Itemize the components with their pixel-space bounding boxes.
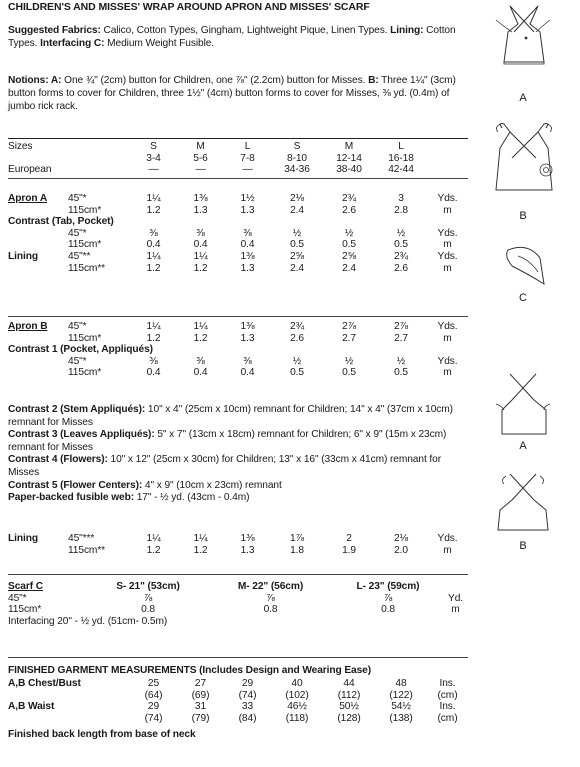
yardage-value: 2⅝ [290,250,304,262]
measurement-label [8,713,130,725]
measurement-value: 29 [241,678,254,689]
fabric-width: 45"* [68,321,87,332]
finished-title: FINISHED GARMENT MEASUREMENTS (Includes Design and Wearing Ease) [8,665,372,676]
yardage-value: 2.6 [394,262,408,274]
size-range-row [8,153,468,165]
scarf-interfacing-label: Interfacing [8,615,55,627]
contrast-label: Contrast 5 (Flower Centers): [8,479,143,491]
thumbnail-apron-b-back [488,470,568,560]
apron-a-back-icon [488,370,558,444]
yardage-row [8,193,468,205]
row-label: Lining [8,533,38,544]
row-label [8,545,68,557]
fabrics-section [8,24,468,50]
european-size: 42-44 [388,164,414,176]
yardage-value: ½ [396,355,406,367]
apron-b-section [8,316,468,379]
unit-label: (cm) [437,689,458,701]
yardage-row [8,367,468,379]
fabric-width: 45"* [68,355,87,367]
yardage-value: 1.2 [193,332,208,344]
scarf-value: 0.8 [381,604,395,616]
notions-text-a: One ¾" (2cm) button for Children, one ⅞" (2.2cm) button for Misses. [61,75,369,86]
yardage-value: 0.4 [240,367,255,379]
yardage-value: 1¼ [193,533,208,544]
apron-b-back-icon [488,470,558,536]
yardage-value: ½ [344,227,354,239]
yardage-value: 0.5 [342,367,356,379]
title-text: CHILDREN'S AND MISSES' WRAP AROUND APRON AND MISSES' SCARF [8,1,370,13]
yardage-value: 1⅜ [240,250,255,262]
yardage-row [8,333,468,345]
yardage-value: 1.3 [240,544,255,556]
yardage-value: 1⅜ [193,193,208,204]
yardage-value: 2.0 [394,544,408,556]
thumbnail-apron-a-back [488,370,568,460]
contrast-text: 5" x 7" (13cm x 18cm) remnant for Children; 6" x 9" (15m x 23cm) remnant for Misses [8,429,447,453]
unit-label: Ins. [439,678,456,689]
yardage-value: 2⅞ [394,321,408,332]
unit-label: (cm) [437,712,458,724]
section-label: Contrast (Tab, Pocket) [8,216,114,228]
measurement-value: (102) [285,689,309,701]
european-size: — [242,164,253,176]
yardage-value: 0.5 [290,367,304,379]
scarf-size-row [8,581,468,593]
unit-label: Yds. [437,355,458,367]
measurement-row [8,713,468,725]
size-range: 16-18 [388,152,414,164]
european-row [8,164,468,176]
measurement-label [8,690,130,702]
measurement-row [8,690,468,702]
size-range: 12-14 [336,152,362,164]
thumbnail-apron-a [488,2,568,102]
size-header-table [8,141,468,176]
unit-label: m [443,332,452,344]
fabrics-text: Calico, Cotton Types, Gingham, Lightweight Pique, Linen Types. [100,25,391,36]
yardage-value: ⅜ [149,355,158,367]
yardage-row [8,533,468,545]
fabric-width: 115cm* [68,239,102,251]
fabric-width: 115cm** [68,544,106,556]
measurement-value: 40 [291,678,303,689]
contrast-label: Paper-backed fusible web: [8,492,135,504]
thumb-label-b: B [519,210,527,222]
interfacing-text: Medium Weight Fusible. [104,38,215,49]
interfacing-label: Interfacing C: [40,38,105,49]
yardage-value: 2 [346,533,352,544]
yardage-row [8,545,468,557]
unit-label: m [443,367,452,379]
contrast-item [8,454,468,479]
row-label [8,263,68,275]
contrast-text: 10" x 12" (25cm x 30cm) for Children; 13" x 16" (33cm x 41cm) remnant for Misses [8,454,441,478]
thumb-label-a2: A [519,440,527,452]
contrast-label: Contrast 2 (Stem Appliqués): [8,404,146,415]
contrast-text: 10" x 4" (25cm x 10cm) remnant for Children; 14" x 4" (37cm x 10cm) remnant for Misses [8,404,453,428]
measurement-value: 27 [194,678,207,689]
measurement-label: A,B Chest/Bust [8,678,81,689]
scarf-section [8,574,468,627]
measurement-label: A,B Waist [8,701,55,713]
yardage-row [8,356,468,368]
measurement-value: (122) [389,689,413,701]
scarf-interfacing-text: 20" - ½ yd. (51cm- 0.5m) [54,615,168,627]
fabric-width: 45"* [68,227,87,239]
pattern-title [8,0,468,14]
contrast-item [8,429,468,454]
scarf-width: 115cm* [8,604,42,616]
yardage-value: ½ [292,355,302,367]
scarf-value: ⅞ [383,592,393,604]
yardage-value: 1.3 [240,262,255,274]
row-label [8,205,68,217]
row-label [8,356,68,368]
section-label-row [8,216,468,228]
fabrics-label: Suggested Fabrics: [8,25,101,36]
yardage-value: 1.3 [193,204,208,216]
yardage-value: ½ [344,355,354,367]
yardage-value: ⅜ [243,355,252,367]
section-label: Contrast 1 (Pocket, Appliqués) [8,344,153,356]
fabric-width: 115cm* [68,367,102,379]
size-letter: S [150,141,157,152]
contrast-item [8,404,468,429]
european-size: 38-40 [336,164,362,176]
yardage-value: 2¾ [394,250,408,262]
scarf-size: S- 21" (53cm) [116,581,180,592]
unit-label: Yds. [437,193,458,204]
notions-text-b: Three 1¼" (3cm) button forms to cover for Children, three 1½" (4cm) button forms to cover for Misses, ⅜ yd. (0.4m) of jumbo rick rack. [8,75,456,112]
yardage-value: 0.5 [394,367,408,379]
row-label [8,367,68,379]
unit-label: m [443,239,452,251]
unit-label: Yds. [437,250,458,262]
yardage-value: 1.2 [146,544,161,556]
yardage-value: 2.6 [290,332,304,344]
yardage-value: 2.8 [394,204,408,216]
yardage-row [8,239,468,251]
yardage-value: 1.9 [342,544,356,556]
yardage-row [8,228,468,240]
lining-text: Cotton Types. [8,25,456,49]
scarf-table [8,581,468,627]
yardage-value: 2⅝ [342,250,356,262]
scarf-value: ⅞ [143,592,153,604]
size-range: 7-8 [240,152,255,164]
yardage-value: 1¼ [146,193,161,204]
unit-label: Yds. [437,321,458,332]
yardage-value: ½ [396,227,406,239]
measurement-value: (118) [285,712,309,724]
yardage-value: 0.4 [146,239,161,251]
contrast-item [8,492,468,505]
contrast-item [8,480,468,493]
yardage-value: 1.2 [146,204,161,216]
contrast-text: 17" - ½ yd. (43cm - 0.4m) [134,492,250,504]
yardage-value: 0.4 [240,239,255,251]
european-size: — [195,164,206,176]
measurement-value: (138) [389,712,413,724]
row-label: Apron B [8,321,48,332]
yardage-value: 3 [398,193,404,204]
scarf-row [8,604,468,616]
scarf-interfacing-row [8,616,468,628]
yardage-value: 2⅛ [394,533,408,544]
yardage-value: 1.2 [193,544,208,556]
unit-label: m [443,262,452,274]
measurement-value: 48 [395,678,407,689]
yardage-value: 2.4 [342,262,356,274]
row-label: Apron A [8,193,48,204]
row-label: Lining [8,250,38,262]
finished-table [8,678,468,724]
scarf-width: 45"* [8,592,27,604]
thumb-label-b2: B [519,540,527,552]
size-letter-row [8,141,468,153]
yardage-value: 1¼ [146,533,161,544]
fabric-width: 45"** [68,250,91,262]
size-letter: L [398,141,404,152]
yardage-value: 1.3 [240,332,255,344]
measurement-value: 54½ [391,701,411,713]
measurement-value: (64) [144,689,163,701]
section-label-row [8,344,468,356]
yardage-value: 0.5 [342,239,356,251]
yardage-value: 1⅜ [240,321,255,332]
measurement-value: 50½ [339,701,359,713]
yardage-value: 2.7 [394,332,408,344]
yardage-value: 0.4 [193,367,208,379]
fabric-width: 45"* [68,193,87,204]
measurement-value: 29 [147,701,160,713]
lining-b-table [8,533,468,556]
yardage-value: ⅜ [196,227,205,239]
measurement-value: (79) [191,712,210,724]
measurement-value: 44 [343,678,355,689]
scarf-value: 0.8 [263,604,278,616]
yardage-value: 1¼ [146,250,161,262]
size-range: 8-10 [287,152,307,164]
notions-label: Notions: A: [8,75,62,86]
measurement-value: 33 [241,701,254,713]
yardage-value: 1.2 [146,262,161,274]
yardage-value: 1⅞ [290,533,304,544]
yardage-value: 1.2 [146,332,161,344]
yardage-value: 0.5 [290,239,304,251]
measurement-value: (84) [238,712,257,724]
apron-b-table [8,321,468,379]
unit-label: Ins. [439,701,456,713]
scarf-row [8,593,468,605]
yardage-row [8,251,468,263]
size-letter: M [344,141,354,152]
yardage-value: ⅜ [149,227,158,239]
european-size: — [148,164,159,176]
yardage-value: 2¾ [342,193,356,204]
lining-b-section [8,533,468,556]
yardage-value: 2⅛ [290,193,304,204]
scarf-size: M- 22" (56cm) [237,581,304,592]
unit-label: Yds. [437,533,458,544]
yardage-value: 1.2 [193,262,208,274]
yardage-value: 0.4 [193,239,208,251]
measurement-value: 46½ [287,701,307,713]
scarf-value: ⅞ [266,592,275,604]
measurement-value: (112) [337,689,361,701]
thumb-label-c: C [519,292,527,304]
yardage-value: 2.7 [342,332,356,344]
unit-label: m [443,204,452,216]
fabric-width: 45"*** [68,533,95,544]
european-label: European [8,164,52,176]
yardage-value: ⅜ [196,355,205,367]
sizes-label: Sizes [8,141,33,152]
yardage-value: ½ [292,227,302,239]
yardage-value: 2.6 [342,204,356,216]
unit-label: Yds. [437,227,458,239]
scarf-label: Scarf C [8,581,43,592]
scarf-size: L- 23" (59cm) [356,581,420,592]
size-letter: M [196,141,205,152]
back-length-text: Finished back length from base of neck [8,729,196,741]
scarf-value: 0.8 [141,604,155,616]
size-header [8,138,468,179]
finished-section [8,657,468,741]
yardage-value: 0.4 [146,367,161,379]
yardage-value: 1¼ [146,321,161,332]
size-letter: S [293,141,301,152]
yardage-value: 2⅞ [342,321,356,332]
measurement-value: (74) [238,689,257,701]
contrast-label: Contrast 4 (Flowers): [8,454,108,466]
apron-a-section [8,193,468,274]
measurement-value: 31 [194,701,207,713]
thumbnail-scarf-c [488,244,568,314]
notions-section [8,74,468,113]
yardage-row [8,205,468,217]
yardage-value: 1¼ [193,321,208,332]
european-size: 34-36 [284,164,310,176]
thumbnail-apron-b [488,118,568,228]
size-range: 3-4 [146,152,161,164]
yardage-value: 2¾ [290,321,304,332]
unit-label: m [443,544,452,556]
row-label [8,333,68,345]
fabric-width: 115cm* [68,332,102,344]
apron-a-table [8,193,468,274]
yardage-row [8,263,468,275]
apron-b-icon [488,118,560,208]
yardage-value: 1.3 [240,204,255,216]
measurement-value: (128) [337,712,361,724]
scarf-unit: m [451,604,460,616]
yardage-value: ⅜ [243,227,252,239]
size-range: 5-6 [193,152,208,164]
yardage-value: 1½ [240,193,255,204]
notions-b-label: B: [368,75,379,86]
scarf-unit: Yd. [448,592,463,604]
contrast-text: 4" x 9" (10cm x 23cm) remnant [142,479,282,491]
lining-label: Lining: [390,25,424,36]
thumb-label-a: A [519,92,527,104]
size-letter: L [244,141,251,152]
yardage-value: 0.5 [394,239,408,251]
contrasts-section [8,404,468,505]
measurement-row [8,701,468,713]
measurement-value: (74) [144,712,163,724]
yardage-value: 2.4 [290,262,304,274]
contrast-label: Contrast 3 (Leaves Appliqués): [8,429,155,441]
yardage-value: 1¼ [193,250,208,262]
measurement-value: 25 [147,678,160,689]
yardage-value: 1.8 [290,544,304,556]
thumbnails-column [488,0,578,767]
fabric-width: 115cm* [68,204,102,216]
yardage-value: 1⅜ [240,533,255,544]
row-label [8,228,68,240]
apron-a-icon [488,2,558,84]
scarf-c-icon [488,244,558,294]
measurement-value: (69) [191,689,210,701]
yardage-row [8,321,468,333]
fabric-width: 115cm** [68,262,106,274]
measurement-row [8,678,468,690]
yardage-value: 2.4 [290,204,304,216]
row-label [8,239,68,251]
